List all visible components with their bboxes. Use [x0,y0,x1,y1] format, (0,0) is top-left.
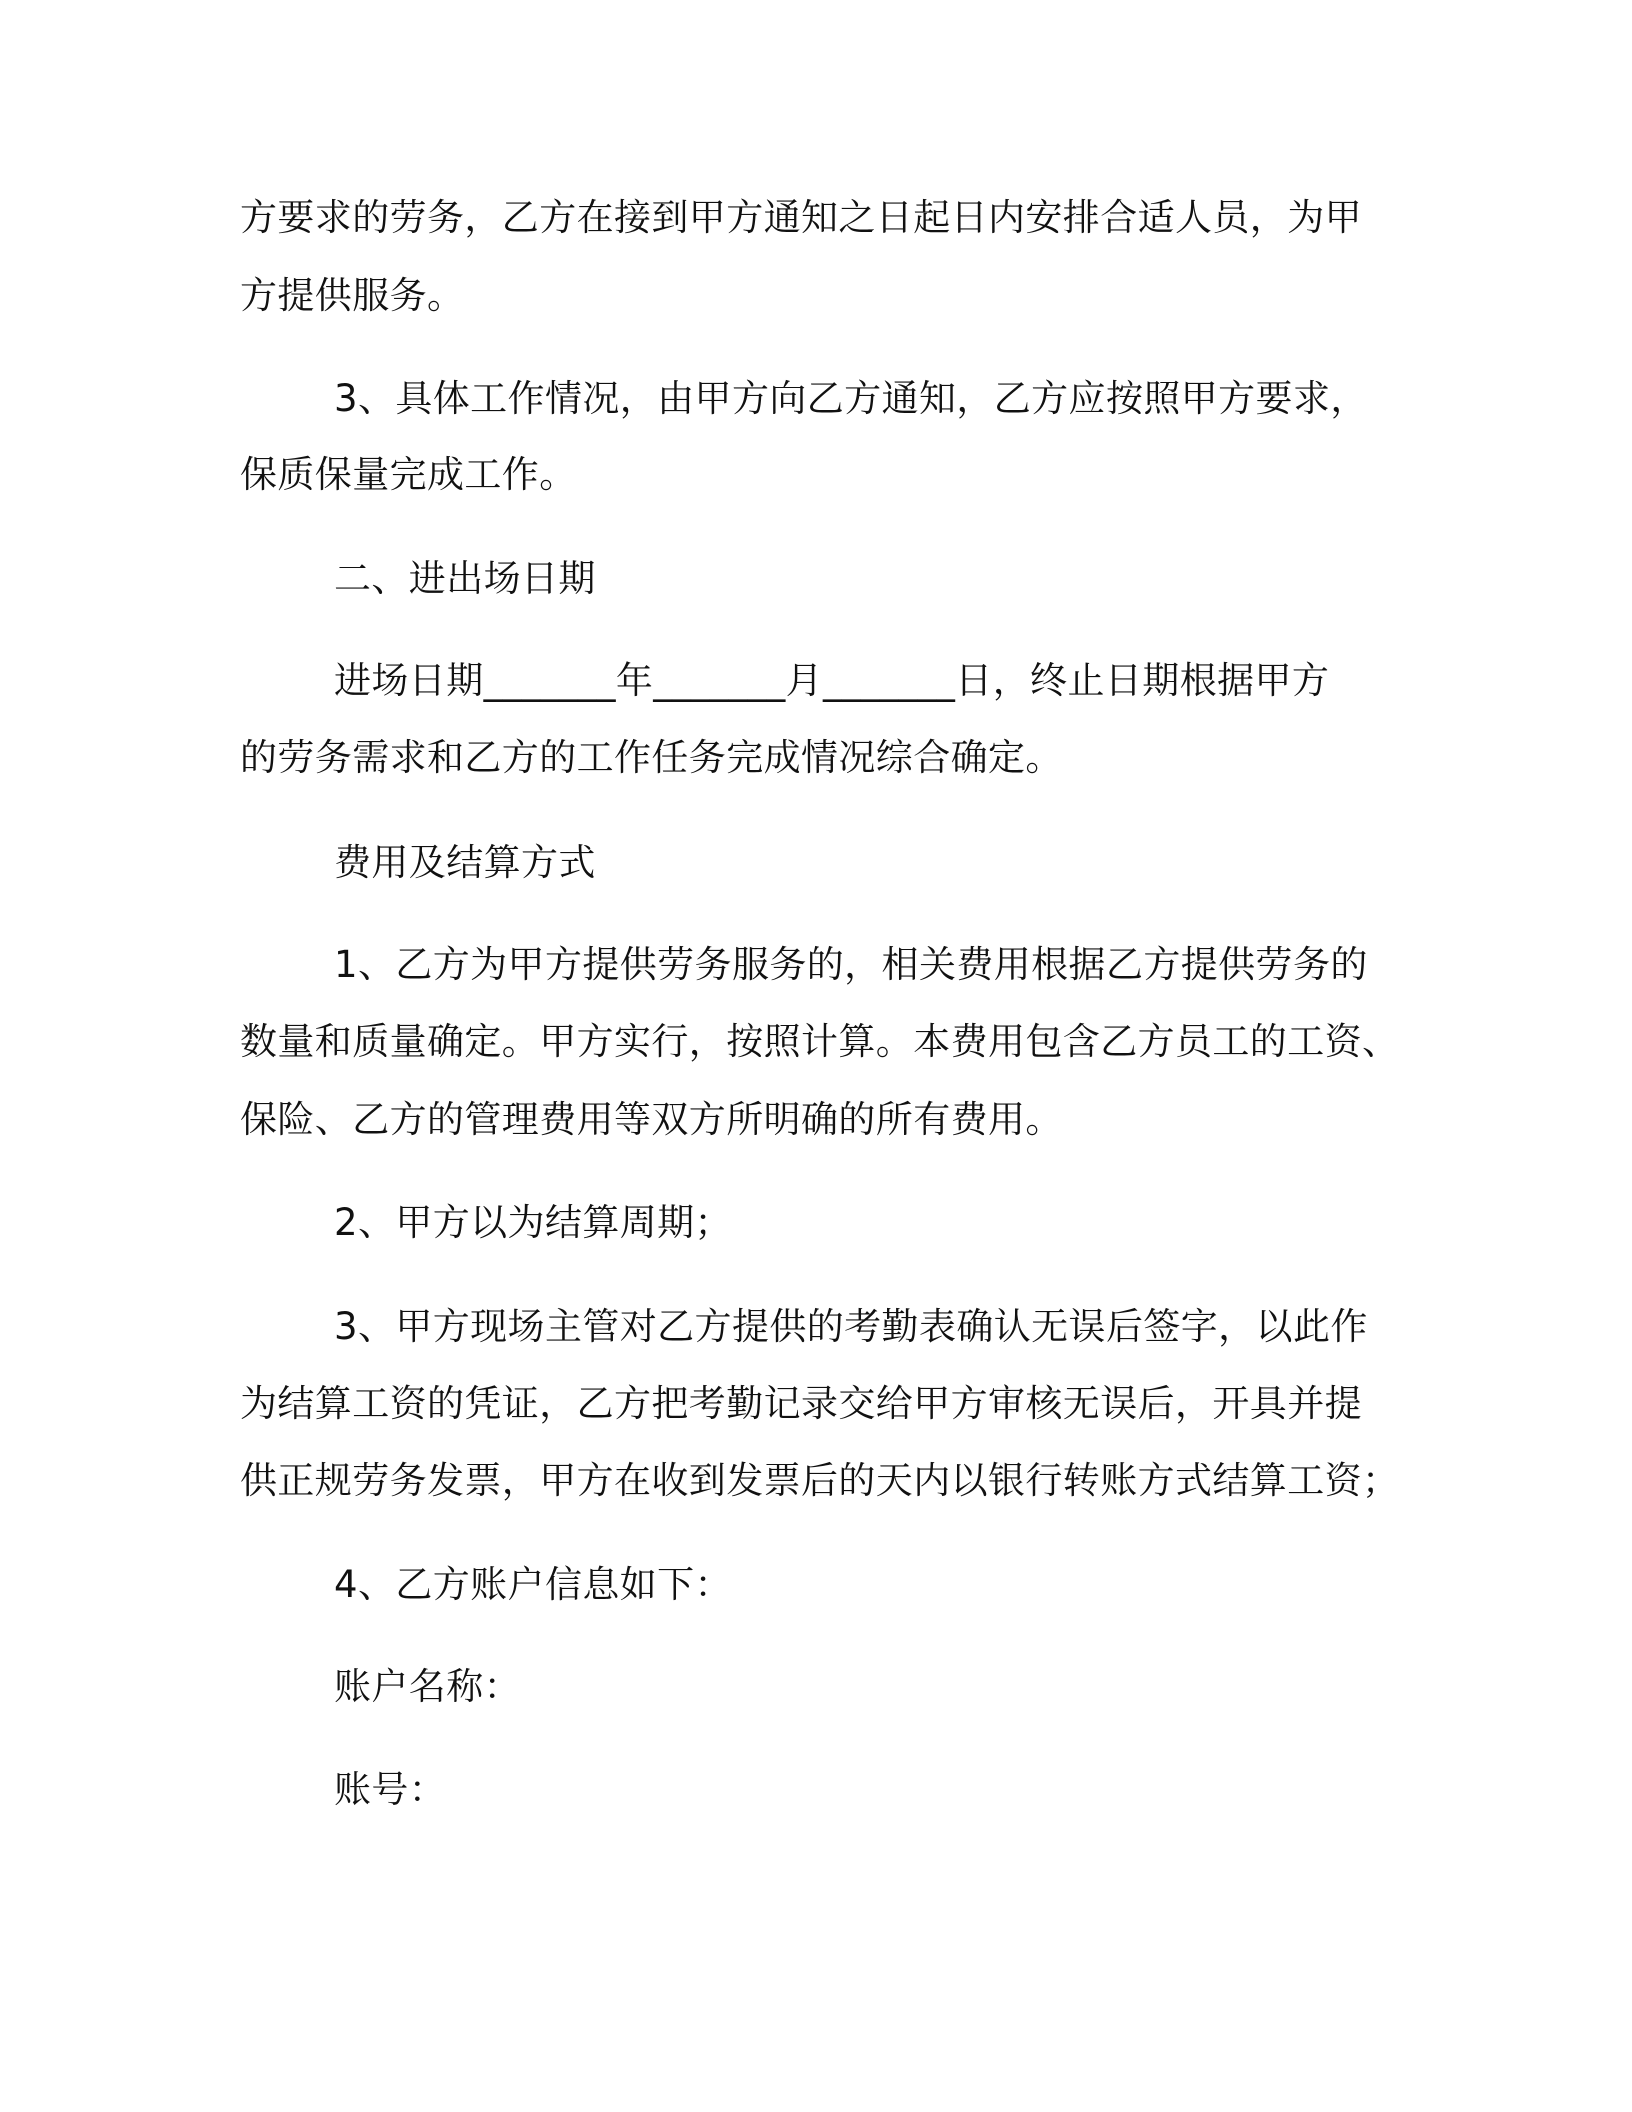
text-line: 保险、乙方的管理费用等双方所明确的所有费用。 [240,1098,1063,1141]
text-line: 数量和质量确定。甲方实行，按照计算。本费用包含乙方员工的工资、 [240,1020,1400,1063]
field-label-account-number: 账号： [334,1768,447,1811]
text-line: 的劳务需求和乙方的工作任务完成情况综合确定。 [240,736,1063,779]
text-line: 方要求的劳务，乙方在接到甲方通知之日起日内安排合适人员，为甲 [240,196,1362,239]
text-line: 3、甲方现场主管对乙方提供的考勤表确认无误后签字，以此作 [334,1305,1368,1348]
text-line: 保质保量完成工作。 [240,453,577,496]
text-line: 方提供服务。 [240,274,465,317]
text-line: 供正规劳务发票，甲方在收到发票后的天内以银行转账方式结算工资； [240,1459,1400,1502]
text-line: 3、具体工作情况，由甲方向乙方通知，乙方应按照甲方要求， [334,377,1368,420]
text-line: 为结算工资的凭证，乙方把考勤记录交给甲方审核无误后，开具并提 [240,1382,1362,1425]
text-line: 4、乙方账户信息如下： [334,1563,732,1606]
section-heading: 二、进出场日期 [334,557,596,600]
text-line: 进场日期_______年_______月_______日，终止日期根据甲方 [334,659,1330,702]
text-line: 2、甲方以为结算周期； [334,1201,732,1244]
text-line: 1、乙方为甲方提供劳务服务的，相关费用根据乙方提供劳务的 [334,943,1368,986]
section-heading: 费用及结算方式 [334,841,596,884]
field-label-account-name: 账户名称： [334,1665,521,1708]
